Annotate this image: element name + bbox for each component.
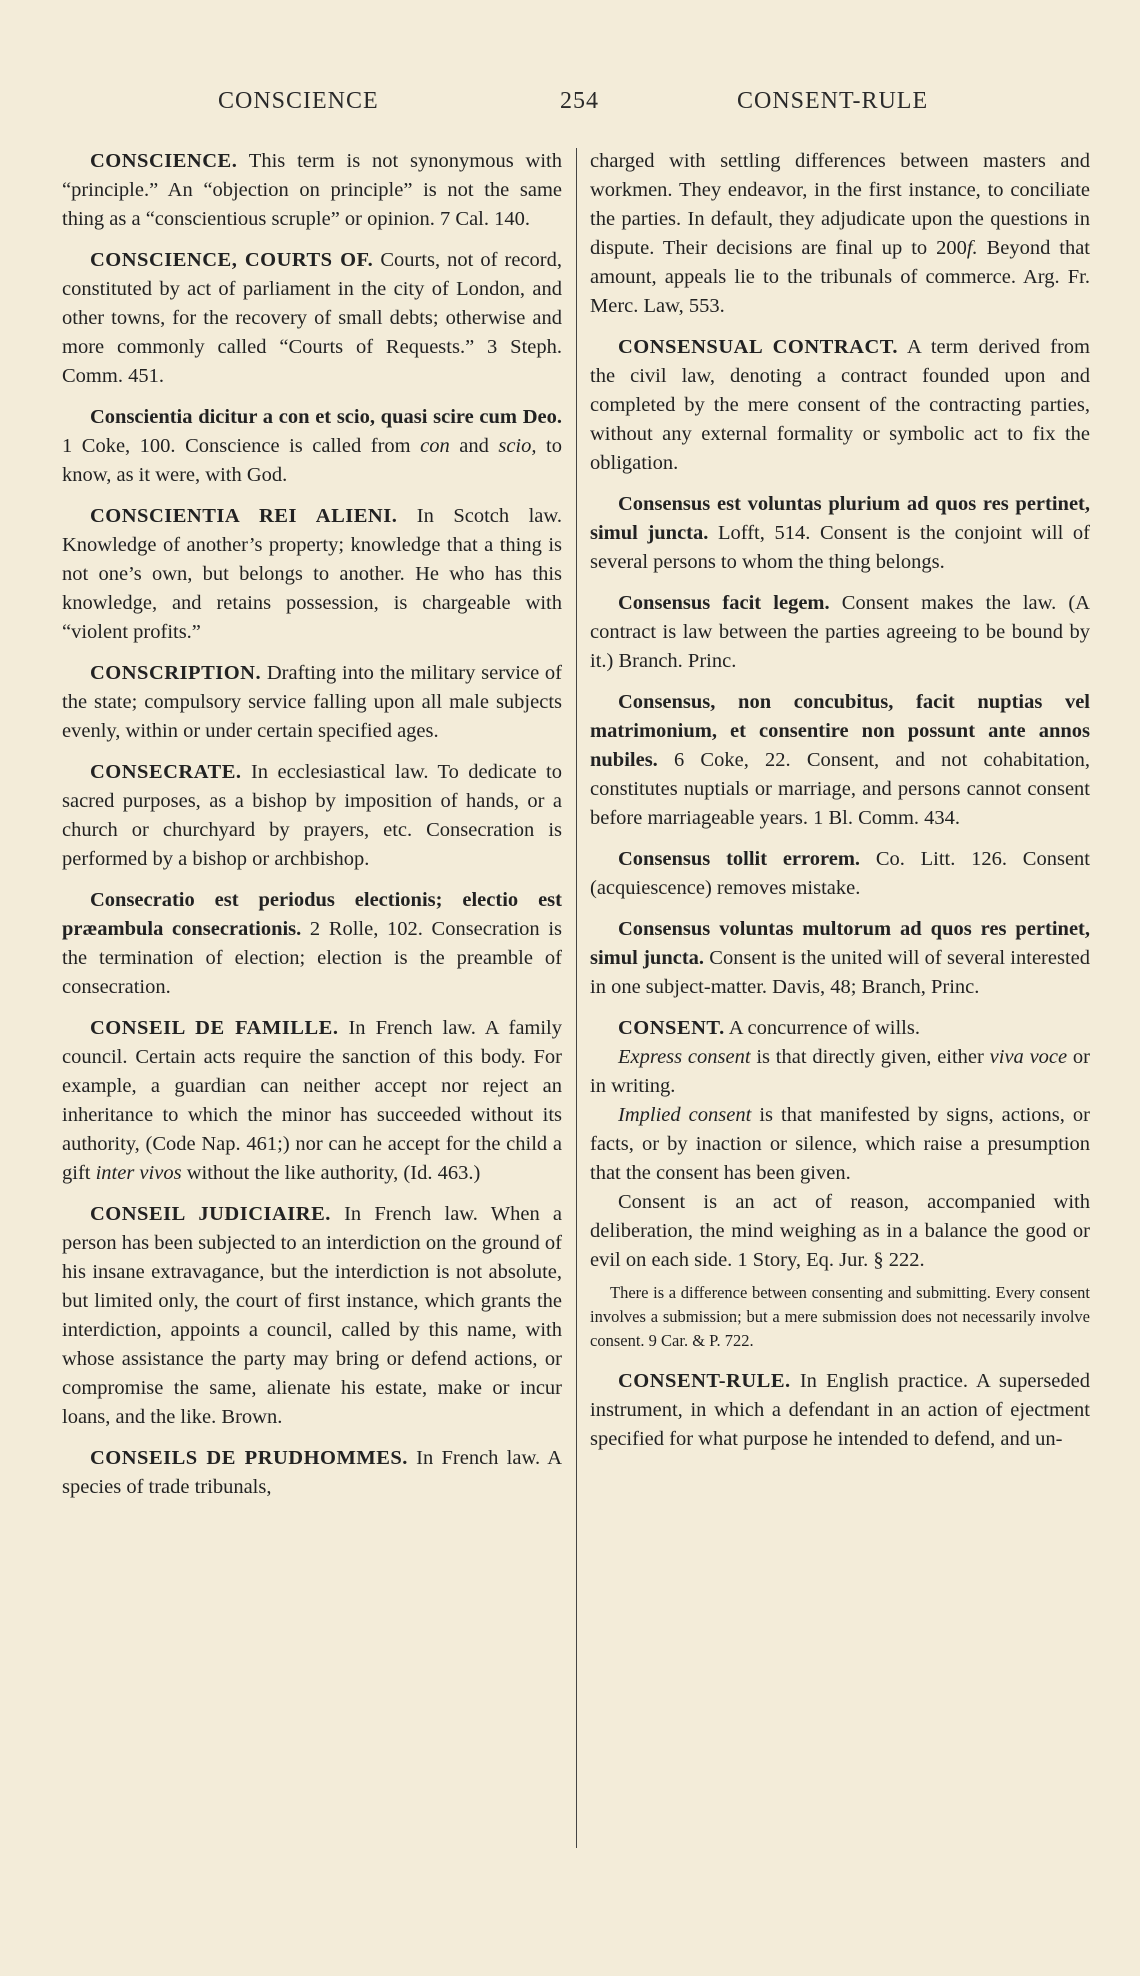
italic-term: inter vivos bbox=[95, 1162, 182, 1184]
maxim-consensus-facit-legem bbox=[590, 589, 1090, 676]
entry-consent bbox=[590, 1014, 1090, 1353]
headword: CONSCRIPTION. bbox=[90, 662, 262, 684]
italic-term: f. bbox=[966, 237, 978, 259]
left-column bbox=[62, 147, 562, 1514]
maxim-conscientia-dicitur bbox=[62, 403, 562, 490]
headword: CONSCIENTIA REI ALIENI. bbox=[90, 505, 398, 527]
headword: CONSECRATE. bbox=[90, 761, 242, 783]
headword: CONSENSUAL CONTRACT. bbox=[618, 336, 899, 358]
headword: CONSEILS DE PRUDHOMMES. bbox=[90, 1447, 408, 1469]
definition: This term is not synonymous with “principle.” An “objection on principle” is not the same thing as a “conscientious scruple” or opinion. 7 Cal. 140. bbox=[62, 150, 562, 230]
italic-term: viva voce bbox=[989, 1046, 1068, 1068]
header-right-guide-word: CONSENT-RULE bbox=[737, 88, 929, 114]
latin-maxim: Conscientia dicitur a con et scio, quasi scire cum Deo. bbox=[90, 406, 562, 428]
entry-conseils-de-prudhommes bbox=[62, 1444, 562, 1502]
definition: A concurrence of wills. bbox=[724, 1017, 920, 1039]
maxim-consecratio bbox=[62, 886, 562, 1002]
running-header bbox=[60, 88, 1070, 122]
maxim-consensus-non-concubitus bbox=[590, 688, 1090, 833]
consent-note: There is a difference between consenting and submitting. Every consent involves a submission; but a mere submission does not necessarily involve consent. 9 Car. & P. 722. bbox=[590, 1283, 1090, 1350]
definition: Consent makes the law. (A contract is law between the parties agreeing to be bound by it.) Branch. Princ. bbox=[590, 592, 1090, 672]
definition: 2 Rolle, 102. Consecration is the termination of election; election is the preamble of consecration. bbox=[62, 918, 562, 998]
headword: CONSEIL DE FAMILLE. bbox=[90, 1017, 339, 1039]
latin-maxim: Consecratio est periodus electionis; electio est præambula consecrationis. bbox=[62, 889, 562, 940]
definition: In French law. When a person has been subjected to an interdiction on the ground of his insane extravagance, but the interdiction is not absolute, but limited only, the court of first instance, which grants the interdiction, appoints a council, called by this name, with whose assistance the party may bring or defend actions, or compromise the same, alienate his estate, make or incur loans, and the like. Brown. bbox=[62, 1203, 563, 1428]
definition: In Scotch law. Knowledge of another’s property; knowledge that a thing is not one’s own, but belongs to another. He who has this knowledge, and retains possession, is chargeable with “violent profits.” bbox=[62, 505, 563, 643]
headword: CONSCIENCE, COURTS OF. bbox=[90, 249, 374, 271]
entry-conscientia-rei-alieni bbox=[62, 502, 562, 647]
headword: CONSENT. bbox=[618, 1017, 725, 1039]
entry-conscription bbox=[62, 659, 562, 746]
maxim-consensus-voluntas-multorum bbox=[590, 915, 1090, 1002]
italic-term: Implied consent bbox=[618, 1104, 752, 1126]
headword: CONSENT-RULE. bbox=[618, 1370, 791, 1392]
definition: is that manifested by signs, actions, or facts, or by inaction or silence, which raise a presumption that the consent has been given. bbox=[590, 1104, 1090, 1184]
definition: Lofft, 514. Consent is the conjoint will of several persons to whom the thing belongs. bbox=[590, 522, 1090, 573]
definition: In ecclesiastical law. To dedicate to sacred purposes, as a bishop by imposition of hands, or a church or churchyard by prayers, etc. Consecration is performed by a bishop or archbishop. bbox=[62, 761, 562, 870]
implied-consent-paragraph bbox=[590, 1101, 1090, 1188]
consent-reason-paragraph: Consent is an act of reason, accompanied with deliberation, the mind weighing as in a balance the good or evil on each side. 1 Story, Eq. Jur. § 222. bbox=[590, 1191, 1090, 1271]
entry-conseil-judiciaire bbox=[62, 1200, 562, 1432]
headword: CONSCIENCE. bbox=[90, 150, 238, 172]
maxim-consensus-est-voluntas bbox=[590, 490, 1090, 577]
definition: A term derived from the civil law, denoting a contract founded upon and completed by the mere consent of the contracting parties, without any external formality or symbolic act to fix the obligation. bbox=[590, 336, 1090, 474]
entry-conseil-de-famille bbox=[62, 1014, 562, 1188]
header-left-guide-word: CONSCIENCE bbox=[218, 88, 379, 114]
definition: charged with settling differences between masters and workmen. They endeavor, in the first instance, to conciliate the parties. In default, they adjudicate upon the questions in dispute. Their decisions are final up to 200 bbox=[590, 150, 1090, 259]
column-divider bbox=[576, 148, 577, 1848]
entry-consecrate bbox=[62, 758, 562, 874]
definition: 1 Coke, 100. Conscience is called from bbox=[62, 435, 421, 457]
page-number: 254 bbox=[560, 88, 599, 114]
entry-continuation bbox=[590, 147, 1090, 321]
right-column bbox=[590, 147, 1090, 1466]
express-consent-paragraph bbox=[590, 1043, 1090, 1101]
entry-consensual-contract bbox=[590, 333, 1090, 478]
definition: Courts, not of record, constituted by act of parliament in the city of London, and other towns, for the recovery of small debts; otherwise and more commonly called “Courts of Requests.” 3 Steph. Comm. 451. bbox=[62, 249, 562, 387]
definition-part: and bbox=[449, 435, 499, 457]
definition-part: without the like authority, (Id. 463.) bbox=[181, 1162, 481, 1184]
latin-maxim: Consensus, non concubitus, facit nuptias vel matrimonium, et consentire non possunt ante annos nubiles. bbox=[590, 691, 1090, 771]
latin-maxim: Consensus tollit errorem. bbox=[618, 848, 861, 870]
definition: 6 Coke, 22. Consent, and not cohabitation, constitutes nuptials or marriage, and persons cannot consent before marriageable years. 1 Bl. Comm. 434. bbox=[590, 749, 1090, 829]
definition: In French law. A species of trade tribunals, bbox=[62, 1447, 562, 1498]
definition: Co. Litt. 126. Consent (acquiescence) removes mistake. bbox=[590, 848, 1090, 899]
definition-part: to know, as it were, with God. bbox=[62, 435, 562, 486]
entry-conscience-courts-of bbox=[62, 246, 562, 391]
definition: Consent is the united will of several interested in one subject-matter. Davis, 48; Branch, Princ. bbox=[590, 947, 1090, 998]
definition-part: Beyond that amount, appeals lie to the tribunals of commerce. Arg. Fr. Merc. Law, 553. bbox=[590, 237, 1090, 317]
definition-part: or in writing. bbox=[590, 1046, 1091, 1097]
latin-maxim: Consensus facit legem. bbox=[618, 592, 830, 614]
entry-conscience bbox=[62, 147, 562, 234]
definition: In English practice. A superseded instrument, in which a defendant in an action of ejectment specified for what purpose he intended to defend, and un- bbox=[590, 1370, 1090, 1450]
definition: is that directly given, either bbox=[750, 1046, 990, 1068]
definition: Drafting into the military service of the state; compulsory service falling upon all male subjects evenly, within or under certain specified ages. bbox=[62, 662, 562, 742]
maxim-consensus-tollit-errorem bbox=[590, 845, 1090, 903]
headword: CONSEIL JUDICIAIRE. bbox=[90, 1203, 331, 1225]
italic-term: Express consent bbox=[618, 1046, 751, 1068]
italic-term: con bbox=[420, 435, 450, 457]
latin-maxim: Consensus est voluntas plurium ad quos res pertinet, simul juncta. bbox=[590, 493, 1090, 544]
consent-definition bbox=[590, 1014, 1090, 1043]
definition: In French law. A family council. Certain acts require the sanction of this body. For example, a guardian can neither accept nor reject an inheritance to which the minor has succeeded without its authority, (Code Nap. 461;) nor can he accept for the child a gift bbox=[62, 1017, 563, 1184]
entry-consent-rule bbox=[590, 1367, 1090, 1454]
italic-term: scio, bbox=[498, 435, 537, 457]
latin-maxim: Consensus voluntas multorum ad quos res pertinet, simul juncta. bbox=[590, 918, 1090, 969]
